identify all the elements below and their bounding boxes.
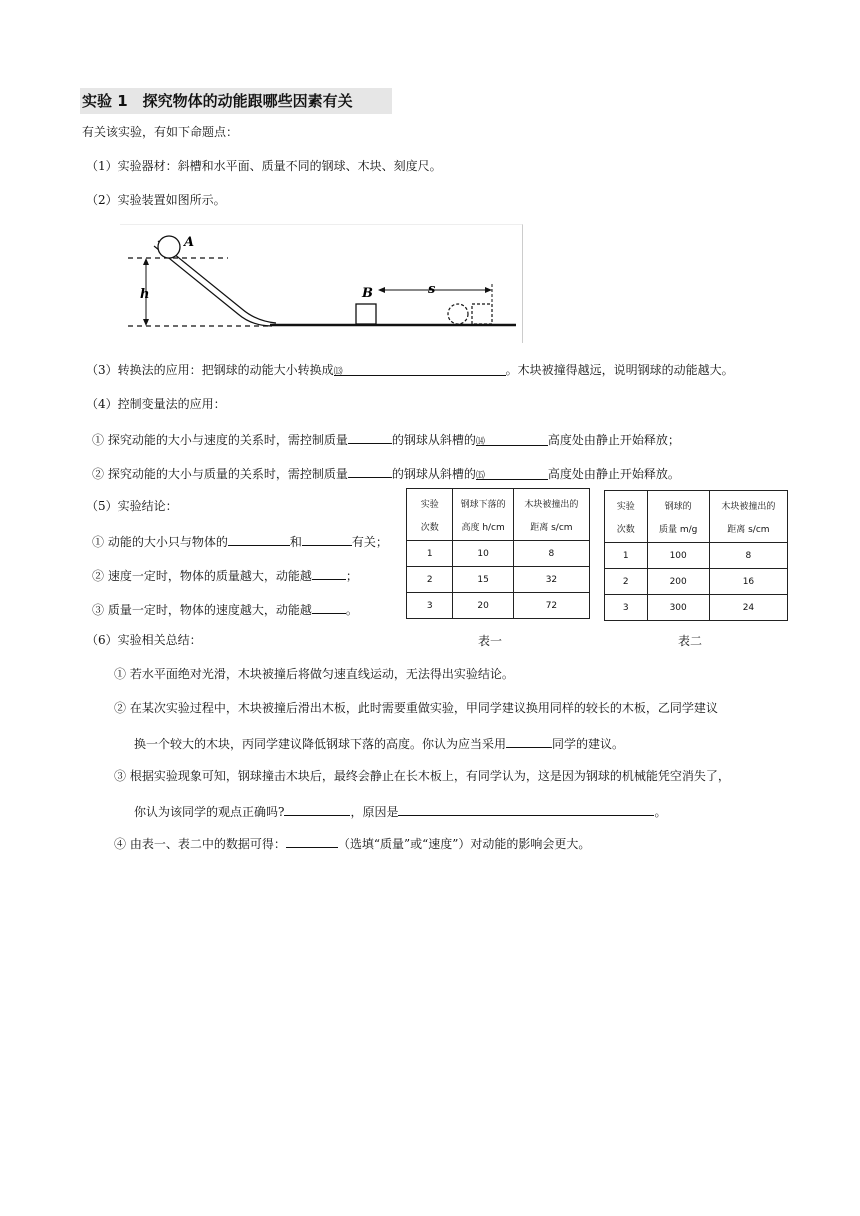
block-b xyxy=(356,304,376,324)
blank-input[interactable] xyxy=(312,566,346,580)
table-2 xyxy=(604,490,788,621)
item-6-2-line-1: ② 在某次实验过程中，木块被撞后滑出木板，此时需要重做实验，甲同学建议换用同样的较长的木板，乙同学建议 xyxy=(114,701,718,715)
ball-a xyxy=(158,236,180,258)
item-5-1: ① 动能的大小只与物体的 和 有关； xyxy=(92,532,388,550)
item-6-2-line-2: 换一个较大的木块，丙同学建议降低钢球下落的高度。你认为应当采用 同学的建议。 xyxy=(134,734,624,752)
table-header: 木块被撞出的 距离 s/cm xyxy=(709,491,787,543)
table-2-caption: 表二 xyxy=(678,634,703,648)
table-header: 实验 次数 xyxy=(407,489,453,541)
blank-input[interactable] xyxy=(506,734,552,748)
table-header: 钢球下落的 高度 h/cm xyxy=(453,489,513,541)
table-row: 2 15 32 xyxy=(407,567,590,593)
table-header: 钢球的 质量 m/g xyxy=(647,491,709,543)
item-6-summary: （6）实验相关总结： xyxy=(86,633,202,647)
item-5-2: ② 速度一定时，物体的质量越大，动能越 ； xyxy=(92,566,358,584)
item-6-1: ① 若水平面绝对光滑，木块被撞后将做匀速直线运动，无法得出实验结论。 xyxy=(114,667,514,681)
table-row: 3 300 24 xyxy=(605,595,788,621)
blank-input[interactable] xyxy=(348,430,392,444)
item-3-conversion: （3）转换法的应用：把钢球的动能大小转换成⒀ 。木块被撞得越远，说明钢球的动能越大。 xyxy=(86,363,734,377)
item-4-2: ② 探究动能的大小与质量的关系时，需控制质量 的钢球从斜槽的⒂ 高度处由静止开始释放。 xyxy=(92,464,680,482)
item-5-3: ③ 质量一定时，物体的速度越大，动能越 。 xyxy=(92,600,358,618)
table-1-caption: 表一 xyxy=(478,634,503,648)
blank-input[interactable] xyxy=(348,464,392,478)
label-b: B xyxy=(362,286,373,301)
intro-text: 有关该实验，有如下命题点： xyxy=(82,125,239,139)
item-6-3-line-1: ③ 根据实验现象可知，钢球撞击木块后，最终会静止在长木板上，有同学认为，这是因为钢球的机械能凭空消失了， xyxy=(114,769,730,783)
item-6-4: ④ 由表一、表二中的数据可得： （选填“质量”或“速度”）对动能的影响会更大。 xyxy=(114,834,590,852)
item-2-setup: （2）实验装置如图所示。 xyxy=(86,193,226,207)
item-4-1: ① 探究动能的大小与速度的关系时，需控制质量 的钢球从斜槽的⒁ 高度处由静止开始释放； xyxy=(92,430,680,448)
item-4-control-variable: （4）控制变量法的应用： xyxy=(86,397,226,411)
item-1-equipment: （1）实验器材：斜槽和水平面、质量不同的钢球、木块、刻度尺。 xyxy=(86,159,442,173)
table-row: 1 100 8 xyxy=(605,543,788,569)
item-6-3-line-2: 你认为该同学的观点正确吗? ，原因是 。 xyxy=(134,802,666,820)
item-5-conclusion: （5）实验结论： xyxy=(86,499,178,513)
table-row: 3 20 72 xyxy=(407,593,590,619)
label-a: A xyxy=(184,235,195,250)
page-title: 实验 1 探究物体的动能跟哪些因素有关 xyxy=(80,88,392,114)
label-h: h xyxy=(140,287,150,302)
table-row: 1 10 8 xyxy=(407,541,590,567)
blank-input[interactable] xyxy=(312,600,346,614)
experiment-figure xyxy=(120,224,522,342)
blank-input[interactable] xyxy=(284,802,350,816)
label-s: s xyxy=(428,282,436,297)
table-header: 实验 次数 xyxy=(605,491,648,543)
blank-input[interactable] xyxy=(286,834,338,848)
blank-input[interactable] xyxy=(228,532,290,546)
table-1 xyxy=(406,488,590,619)
blank-input[interactable] xyxy=(398,802,654,816)
blank-input[interactable] xyxy=(302,532,352,546)
table-header: 木块被撞出的 距离 s/cm xyxy=(513,489,589,541)
table-row: 2 200 16 xyxy=(605,569,788,595)
